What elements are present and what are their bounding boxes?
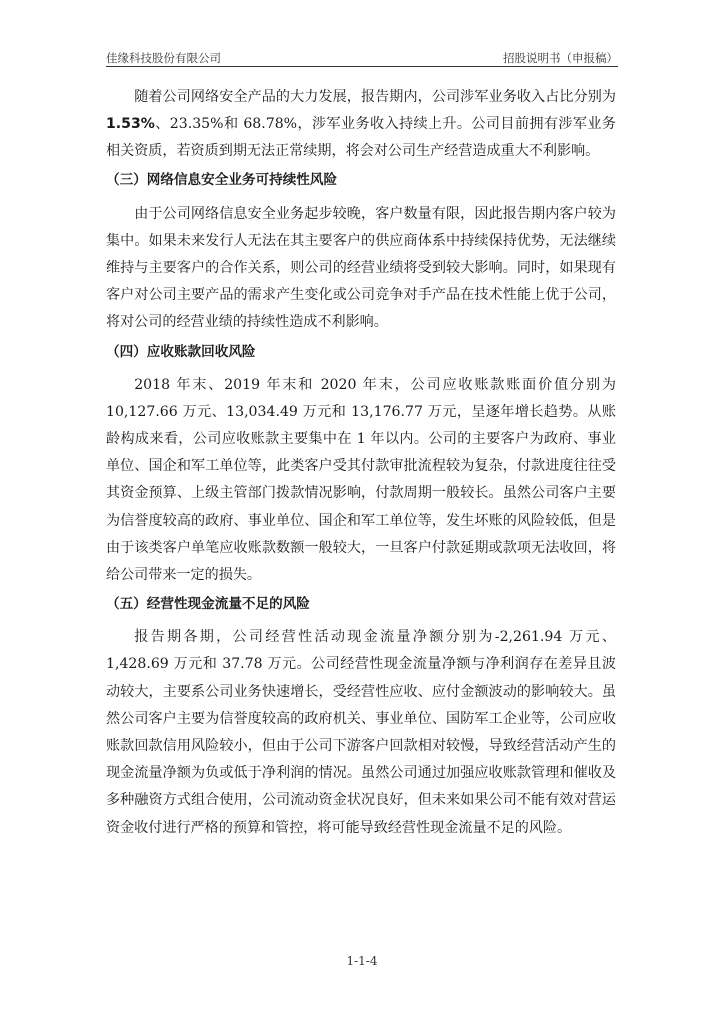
section-heading-cash-flow-risk: （五）经营性现金流量不足的风险: [106, 596, 310, 613]
paragraph-text: 、23.35%和 68.78%，涉军业务收入持续上升。公司目前拥有涉军业务相关资质，若资质到期无法正常续期，将会对公司生产经营造成重大不利影响。: [106, 116, 616, 160]
page-number: 1-1-4: [346, 954, 378, 968]
paragraph-text: 随着公司网络安全产品的大力发展，报告期内，公司涉军业务收入占比分别为: [134, 89, 616, 105]
paragraph-cash-flow-risk: 报告期各期，公司经营性活动现金流量净额分别为-2,261.94 万元、1,428.69 万元和 37.78 万元。公司经营性现金流量净额与净利润存在差异且波动较大，主要系公司业务快速增长，受经营性应收、应付金额波动的影响较大。虽然公司客户主要为信誉度较高的政府机关、事业单位、国防军工企业等，公司应收账款回款信用风险较小，但由于公司下游客户回款相对较慢，导致经营活动产生的现金流量净额为负或低于净利润的情况。虽然公司通过加强应收账款管理和催收及多种融资方式组合使用，公司流动资金状况良好，但未来如果公司不能有效对营运资金收付进行严格的预算和管控，将可能导致经营性现金流量不足的风险。: [106, 629, 616, 836]
paragraph-military-revenue: [106, 84, 616, 166]
header-company-name: 佳缘科技股份有限公司: [106, 51, 221, 65]
section-heading-sustainability-risk: （三）网络信息安全业务可持续性风险: [106, 171, 338, 188]
section-heading-receivables-risk: （四）应收账款回收风险: [106, 343, 256, 360]
military-share-2018: 1.53%: [106, 116, 155, 133]
paragraph-sustainability-risk: 由于公司网络信息安全业务起步较晚，客户数量有限，因此报告期内客户较为集中。如果未来发行人无法在其主要客户的供应商体系中持续保持优势，无法继续维持与主要客户的合作关系，则公司的经营业绩将受到较大影响。同时，如果现有客户对公司主要产品的需求产生变化或公司竞争对手产品在技术性能上优于公司，将对公司的经营业绩的持续性造成不利影响。: [106, 205, 616, 331]
header-document-title: 招股说明书（申报稿）: [503, 51, 618, 65]
paragraph-receivables-risk: 2018 年末、2019 年末和 2020 年末，公司应收账款账面价值分别为 10,127.66 万元、13,034.49 万元和 13,176.77 万元，呈逐年增长趋势。从账龄构成来看，公司应收账款主要集中在 1 年以内。公司的主要客户为政府、事业单位、国企和军工单位等，此类客户受其付款审批流程较为复杂，付款进度往往受其资金预算、上级主管部门拨款情况影响，付款周期一般较长。虽然公司客户主要为信誉度较高的政府、事业单位、国企和军工单位等，发生坏账的风险较低，但是由于该类客户单笔应收账款数额一般较大，一旦客户付款延期或款项无法收回，将给公司带来一定的损失。: [106, 376, 616, 584]
document-body: [106, 84, 616, 842]
page-header: [106, 48, 618, 67]
